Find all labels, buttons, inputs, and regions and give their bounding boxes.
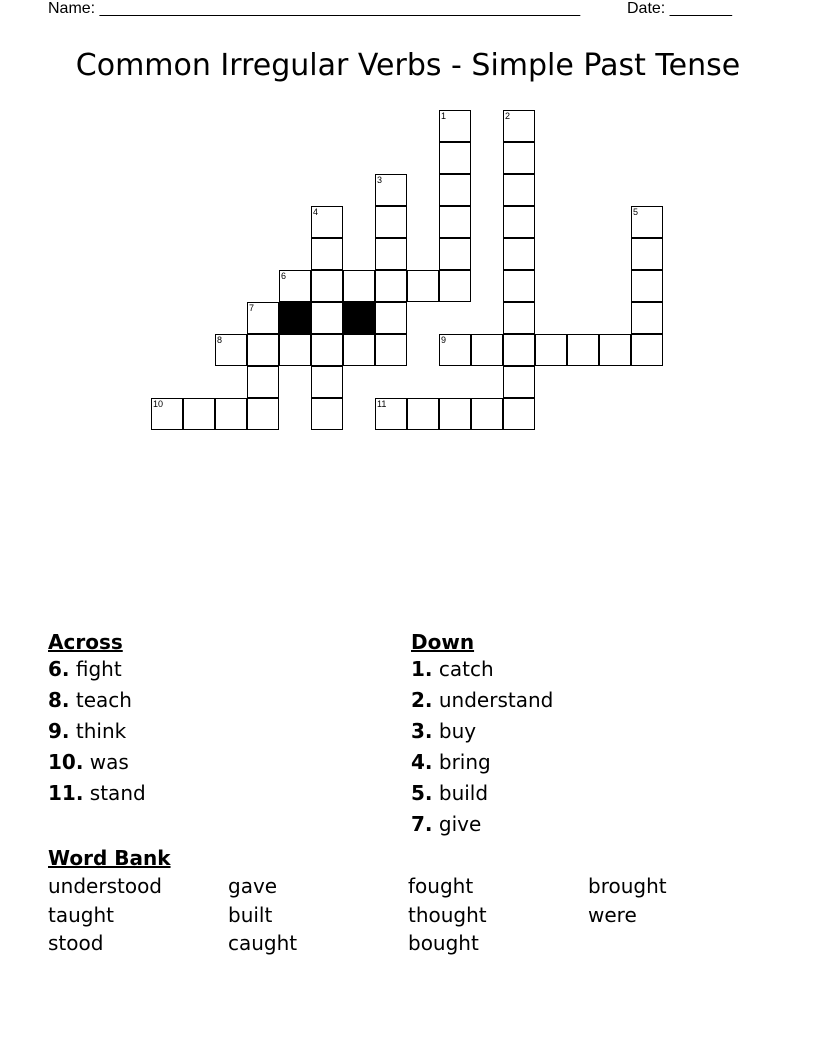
- crossword-cell[interactable]: [247, 366, 279, 398]
- crossword-cell[interactable]: [279, 334, 311, 366]
- crossword-cell[interactable]: [151, 398, 183, 430]
- word-bank-word: understood: [48, 874, 163, 898]
- crossword-cell[interactable]: [439, 110, 471, 142]
- down-clue: 7. give: [411, 812, 482, 836]
- word-bank-word: were: [588, 903, 637, 927]
- crossword-cell[interactable]: [375, 270, 407, 302]
- crossword-cell[interactable]: [631, 238, 663, 270]
- down-clue: 4. bring: [411, 750, 491, 774]
- crossword-cell[interactable]: [247, 398, 279, 430]
- across-clue: 10. was: [48, 750, 129, 774]
- word-bank-word: gave: [228, 874, 278, 898]
- crossword-cell[interactable]: [567, 334, 599, 366]
- crossword-cell[interactable]: [503, 398, 535, 430]
- down-clue-list: [411, 654, 553, 840]
- across-clue-list: [48, 654, 146, 809]
- across-clue: 6. fight: [48, 657, 122, 681]
- crossword-cell[interactable]: [439, 238, 471, 270]
- word-bank-word: caught: [228, 931, 298, 955]
- crossword-cell[interactable]: [375, 302, 407, 334]
- crossword-cell[interactable]: [471, 334, 503, 366]
- word-bank-word: bought: [408, 931, 479, 955]
- puzzle-title: Common Irregular Verbs - Simple Past Tense: [75, 48, 741, 83]
- crossword-cell[interactable]: [343, 334, 375, 366]
- crossword-cell[interactable]: [439, 206, 471, 238]
- crossword-cell[interactable]: [375, 334, 407, 366]
- crossword-cell[interactable]: [503, 110, 535, 142]
- crossword-cell[interactable]: [439, 334, 471, 366]
- crossword-cell[interactable]: [375, 398, 407, 430]
- crossword-cell[interactable]: [215, 398, 247, 430]
- crossword-cell[interactable]: [503, 302, 535, 334]
- crossword-cell[interactable]: [503, 238, 535, 270]
- clue-number: 11: [377, 399, 387, 409]
- crossword-cell[interactable]: [311, 334, 343, 366]
- crossword-cell[interactable]: [503, 334, 535, 366]
- word-bank-word: stood: [48, 931, 104, 955]
- crossword-cell[interactable]: [311, 206, 343, 238]
- crossword-cell[interactable]: [439, 270, 471, 302]
- crossword-grid: [0, 0, 816, 440]
- crossword-cell[interactable]: [631, 270, 663, 302]
- clue-number: 3: [377, 175, 383, 185]
- crossword-cell[interactable]: [407, 398, 439, 430]
- clue-number: 2: [505, 111, 511, 121]
- word-bank-word: taught: [48, 903, 114, 927]
- clue-number: 7: [249, 303, 255, 313]
- across-clue: 11. stand: [48, 781, 146, 805]
- word-bank-word: brought: [588, 874, 667, 898]
- crossword-cell[interactable]: [311, 366, 343, 398]
- down-heading: Down: [411, 630, 475, 654]
- across-clue: 9. think: [48, 719, 127, 743]
- crossword-cell[interactable]: [503, 270, 535, 302]
- crossword-black-cell: [279, 302, 311, 334]
- crossword-cell[interactable]: [439, 142, 471, 174]
- crossword-cell[interactable]: [215, 334, 247, 366]
- crossword-cell[interactable]: [311, 302, 343, 334]
- crossword-cell[interactable]: [279, 270, 311, 302]
- crossword-cell[interactable]: [631, 334, 663, 366]
- word-bank-word: built: [228, 903, 273, 927]
- crossword-cell[interactable]: [311, 398, 343, 430]
- crossword-cell[interactable]: [503, 206, 535, 238]
- clue-number: 8: [217, 335, 223, 345]
- crossword-cell[interactable]: [183, 398, 215, 430]
- clue-number: 1: [441, 111, 447, 121]
- clue-number: 5: [633, 207, 639, 217]
- down-clue: 5. build: [411, 781, 489, 805]
- crossword-cell[interactable]: [311, 238, 343, 270]
- crossword-cell[interactable]: [439, 174, 471, 206]
- word-bank-word: thought: [408, 903, 487, 927]
- clue-number: 6: [281, 271, 287, 281]
- down-clue: 2. understand: [411, 688, 554, 712]
- clue-number: 9: [441, 335, 447, 345]
- crossword-cell[interactable]: [503, 366, 535, 398]
- crossword-cell[interactable]: [599, 334, 631, 366]
- crossword-cell[interactable]: [247, 334, 279, 366]
- down-clue: 3. buy: [411, 719, 477, 743]
- crossword-cell[interactable]: [631, 302, 663, 334]
- crossword-cell[interactable]: [375, 238, 407, 270]
- clue-number: 10: [153, 399, 164, 409]
- date-field: Date: _______: [627, 0, 732, 17]
- crossword-cell[interactable]: [631, 206, 663, 238]
- down-clue: 1. catch: [411, 657, 494, 681]
- crossword-cell[interactable]: [535, 334, 567, 366]
- clue-number: 4: [313, 207, 319, 217]
- word-bank-word: fought: [408, 874, 474, 898]
- crossword-cell[interactable]: [471, 398, 503, 430]
- crossword-cell[interactable]: [407, 270, 439, 302]
- word-bank-heading: Word Bank: [48, 846, 171, 870]
- crossword-black-cell: [343, 302, 375, 334]
- crossword-cell[interactable]: [343, 270, 375, 302]
- name-field: Name: ______________________________________________________: [48, 0, 581, 17]
- crossword-cell[interactable]: [311, 270, 343, 302]
- across-heading: Across: [48, 630, 123, 654]
- across-clue: 8. teach: [48, 688, 132, 712]
- crossword-cell[interactable]: [375, 206, 407, 238]
- crossword-cell[interactable]: [503, 174, 535, 206]
- crossword-cell[interactable]: [375, 174, 407, 206]
- crossword-cell[interactable]: [503, 142, 535, 174]
- crossword-cell[interactable]: [247, 302, 279, 334]
- crossword-cell[interactable]: [439, 398, 471, 430]
